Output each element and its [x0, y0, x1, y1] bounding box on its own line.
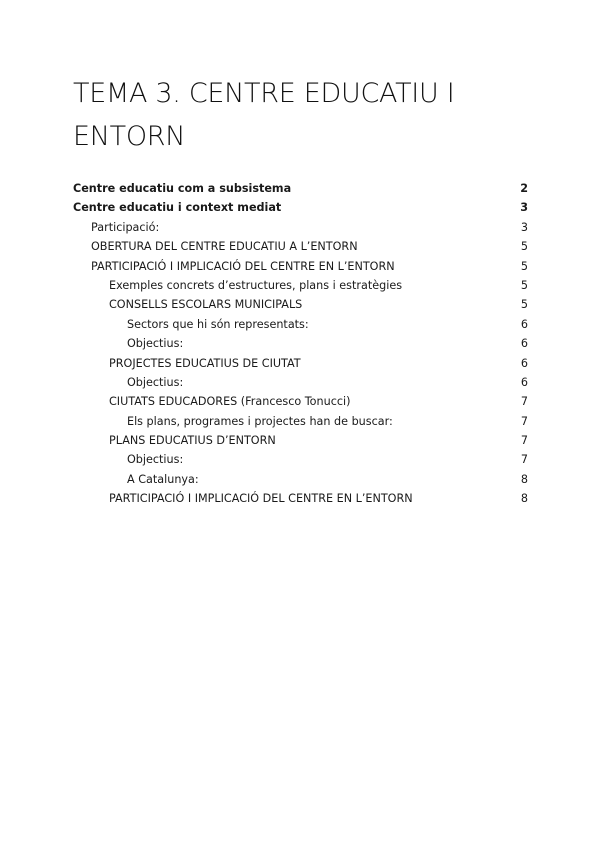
- toc-entry-label: CIUTATS EDUCADORES (Francesco Tonucci): [109, 395, 351, 409]
- toc-entry[interactable]: [73, 315, 529, 334]
- toc-entry[interactable]: [73, 276, 529, 295]
- toc-entry-page: 5: [520, 240, 528, 254]
- toc-entry-label: Centre educatiu i context mediat: [73, 201, 282, 215]
- toc-entry-page: 5: [520, 298, 528, 312]
- toc-entry-page: 6: [520, 317, 528, 331]
- toc-entry[interactable]: [73, 470, 529, 489]
- toc-entry-label: A Catalunya:: [127, 472, 199, 486]
- toc-entry[interactable]: [73, 450, 529, 469]
- toc-entry-label: PLANS EDUCATIUS D’ENTORN: [109, 434, 276, 448]
- toc-entry-label: OBERTURA DEL CENTRE EDUCATIU A L’ENTORN: [91, 240, 358, 254]
- toc-entry[interactable]: [73, 218, 529, 237]
- toc-entry-page: 6: [520, 356, 528, 370]
- toc-entry-page: 5: [520, 278, 528, 292]
- toc-entry-label: PROJECTES EDUCATIUS DE CIUTAT: [109, 356, 301, 370]
- toc-entry-page: 6: [520, 375, 528, 389]
- toc-entry-page: 3: [520, 201, 528, 215]
- toc-entry-page: 7: [520, 414, 528, 428]
- toc-entry-page: 6: [520, 337, 528, 351]
- toc-entry[interactable]: [73, 179, 529, 198]
- toc-entry-label: Centre educatiu com a subsistema: [73, 182, 292, 195]
- toc-entry-label: CONSELLS ESCOLARS MUNICIPALS: [109, 298, 303, 312]
- toc-entry[interactable]: [73, 237, 529, 256]
- toc-entry-label: Els plans, programes i projectes han de buscar:: [127, 414, 393, 428]
- toc-entry[interactable]: [73, 373, 529, 392]
- toc-entry[interactable]: [73, 295, 529, 314]
- toc-entry-page: 7: [520, 434, 528, 448]
- toc-entry[interactable]: [73, 257, 529, 276]
- toc-entry-label: Exemples concrets d’estructures, plans i estratègies: [109, 278, 403, 292]
- toc-entry-label: Sectors que hi són representats:: [127, 317, 309, 331]
- toc-entry[interactable]: [73, 198, 529, 217]
- toc-entry[interactable]: [73, 334, 529, 353]
- toc-entry-page: 7: [520, 453, 528, 467]
- toc-entry[interactable]: [73, 412, 529, 431]
- toc-entry-label: Objectius:: [127, 453, 184, 467]
- toc-entry-page: 3: [520, 220, 528, 234]
- toc-entry-label: Participació:: [91, 220, 160, 234]
- toc-entry-label: Objectius:: [127, 337, 184, 351]
- table-of-contents: [73, 179, 529, 509]
- toc-entry[interactable]: [73, 431, 529, 450]
- toc-entry-page: 2: [520, 182, 528, 195]
- toc-entry[interactable]: [73, 392, 529, 411]
- toc-entry-label: PARTICIPACIÓ I IMPLICACIÓ DEL CENTRE EN L’ENTORN: [109, 492, 413, 506]
- toc-entry-label: Objectius:: [127, 375, 184, 389]
- page-title: TEMA 3. CENTRE EDUCATIU I ENTORN: [73, 78, 455, 152]
- toc-entry[interactable]: [73, 489, 529, 508]
- toc-entry[interactable]: [73, 354, 529, 373]
- toc-entry-label: PARTICIPACIÓ I IMPLICACIÓ DEL CENTRE EN L’ENTORN: [91, 259, 395, 273]
- toc-entry-page: 7: [520, 395, 528, 409]
- toc-entry-page: 8: [520, 492, 528, 506]
- toc-entry-page: 5: [520, 259, 528, 273]
- toc-entry-page: 8: [520, 472, 528, 486]
